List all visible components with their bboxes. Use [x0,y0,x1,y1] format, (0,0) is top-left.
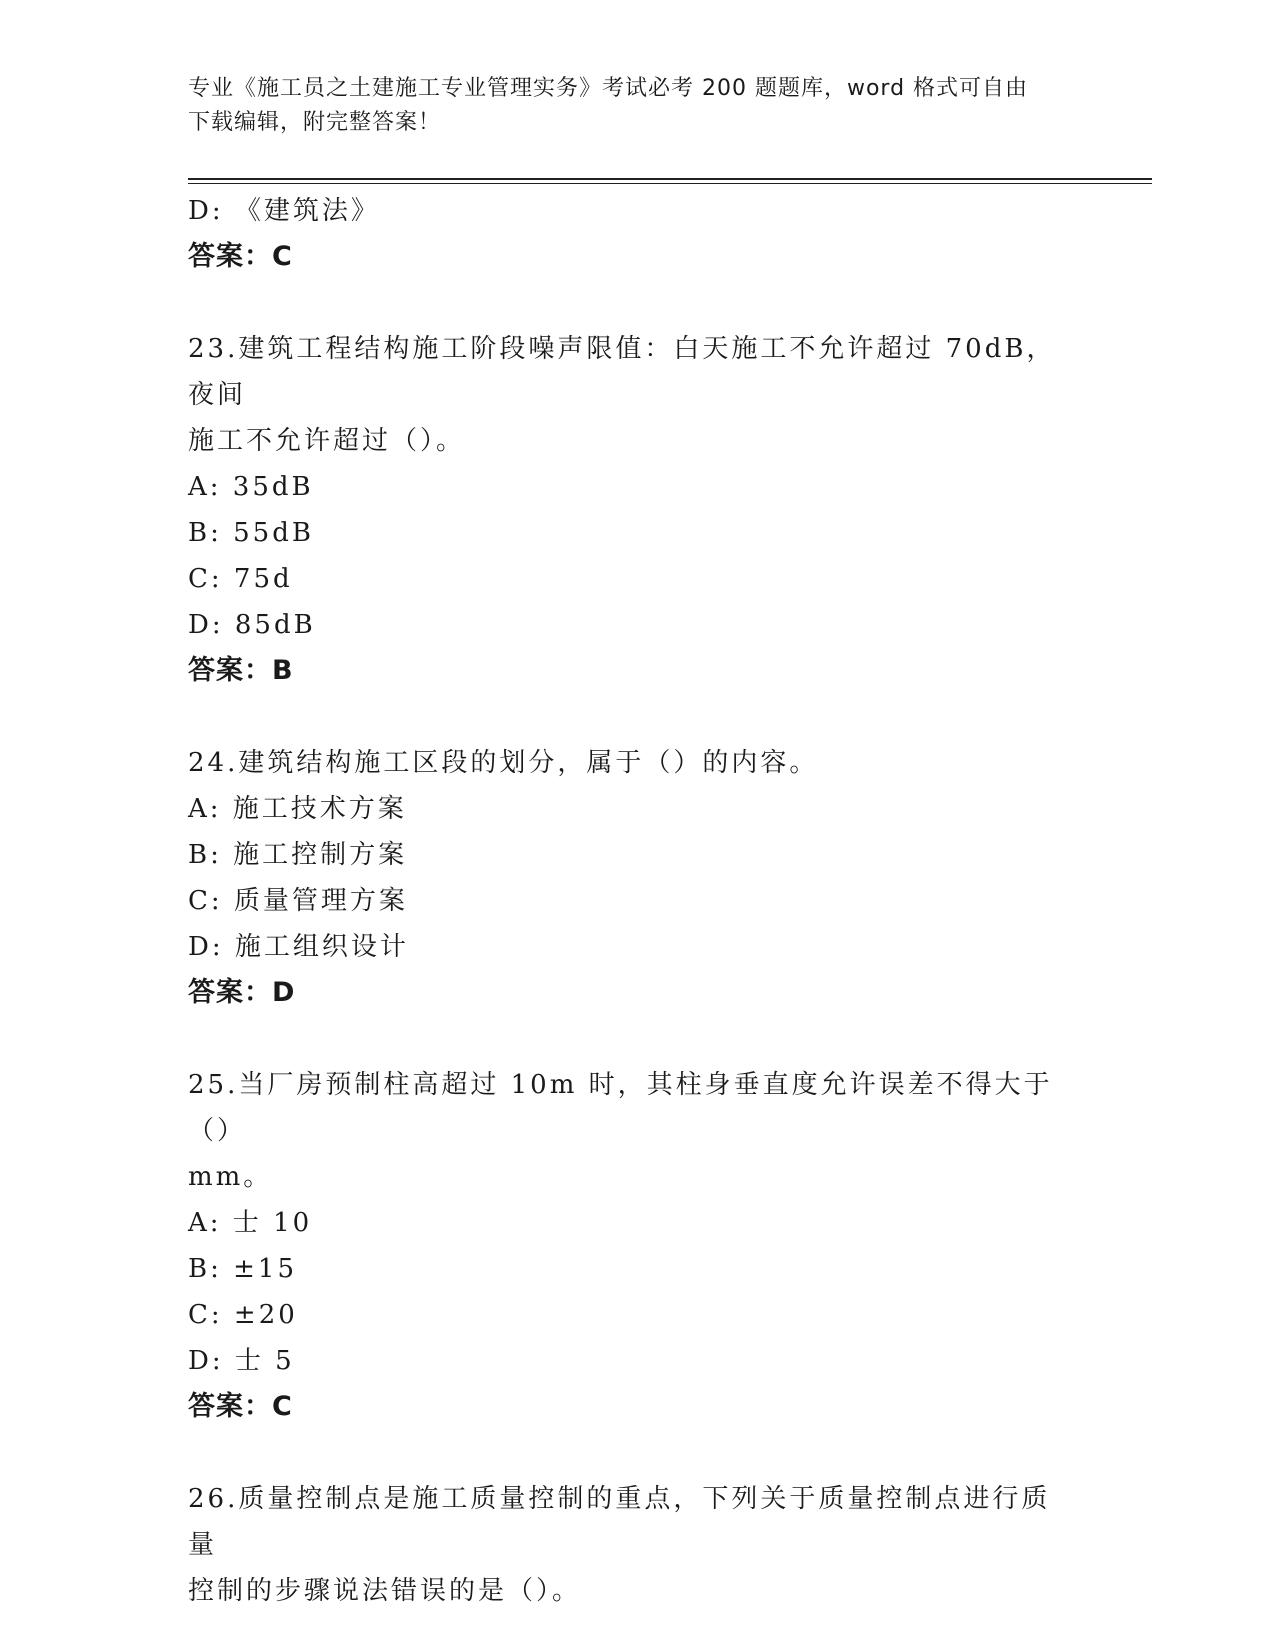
header-divider-thick [188,178,1152,180]
document-body [188,188,1088,1614]
option-a: A: 施工技术方案 [188,794,407,824]
question-stem-line-1: 25.当厂房预制柱高超过 10m 时，其柱身垂直度允许误差不得大于（） [188,1070,1053,1146]
answer-line: 答案：B [188,655,294,686]
question-26 [188,1476,1088,1614]
spacer [188,1016,1088,1062]
answer-line: 答案：C [188,241,293,272]
question-24 [188,740,1088,1016]
question-stem-line-1: 26.质量控制点是施工质量控制的重点，下列关于质量控制点进行质量 [188,1484,1051,1560]
spacer [188,694,1088,740]
option-c: C: 质量管理方案 [188,886,408,916]
option-b: B: 55dB [188,518,314,548]
question-23 [188,326,1088,694]
option-d: D: 士 5 [188,1346,295,1376]
option-c: C: 75d [188,564,293,594]
spacer [188,280,1088,326]
question-stem-line-1: 24.建筑结构施工区段的划分，属于（）的内容。 [188,748,819,778]
spacer [188,1430,1088,1476]
header-line-1: 专业《施工员之土建施工专业管理实务》考试必考 200 题题库，word 格式可自由 [188,76,1029,101]
option-a: A: 士 10 [188,1208,313,1238]
question-25 [188,1062,1088,1430]
question-stem-line-2: mm。 [188,1162,273,1192]
option-a: A: 35dB [188,472,314,502]
question-stem-line-2: 控制的步骤说法错误的是（）。 [188,1576,582,1606]
document-header [188,72,1088,140]
option-b: B: 施工控制方案 [188,840,408,870]
answer-line: 答案：D [188,977,296,1008]
question-stem-line-2: 施工不允许超过（）。 [188,426,466,456]
header-line-2: 下载编辑，附完整答案！ [188,110,442,135]
option-c: C: ±20 [188,1300,298,1330]
option-b: B: ±15 [188,1254,297,1284]
option-d: D: 《建筑法》 [188,196,380,226]
option-d: D: 施工组织设计 [188,932,409,962]
option-d: D: 85dB [188,610,316,640]
answer-line: 答案：C [188,1391,293,1422]
header-divider-thin [188,183,1152,184]
question-stem-line-1: 23.建筑工程结构施工阶段噪声限值：白天施工不允许超过 70dB，夜间 [188,334,1056,410]
